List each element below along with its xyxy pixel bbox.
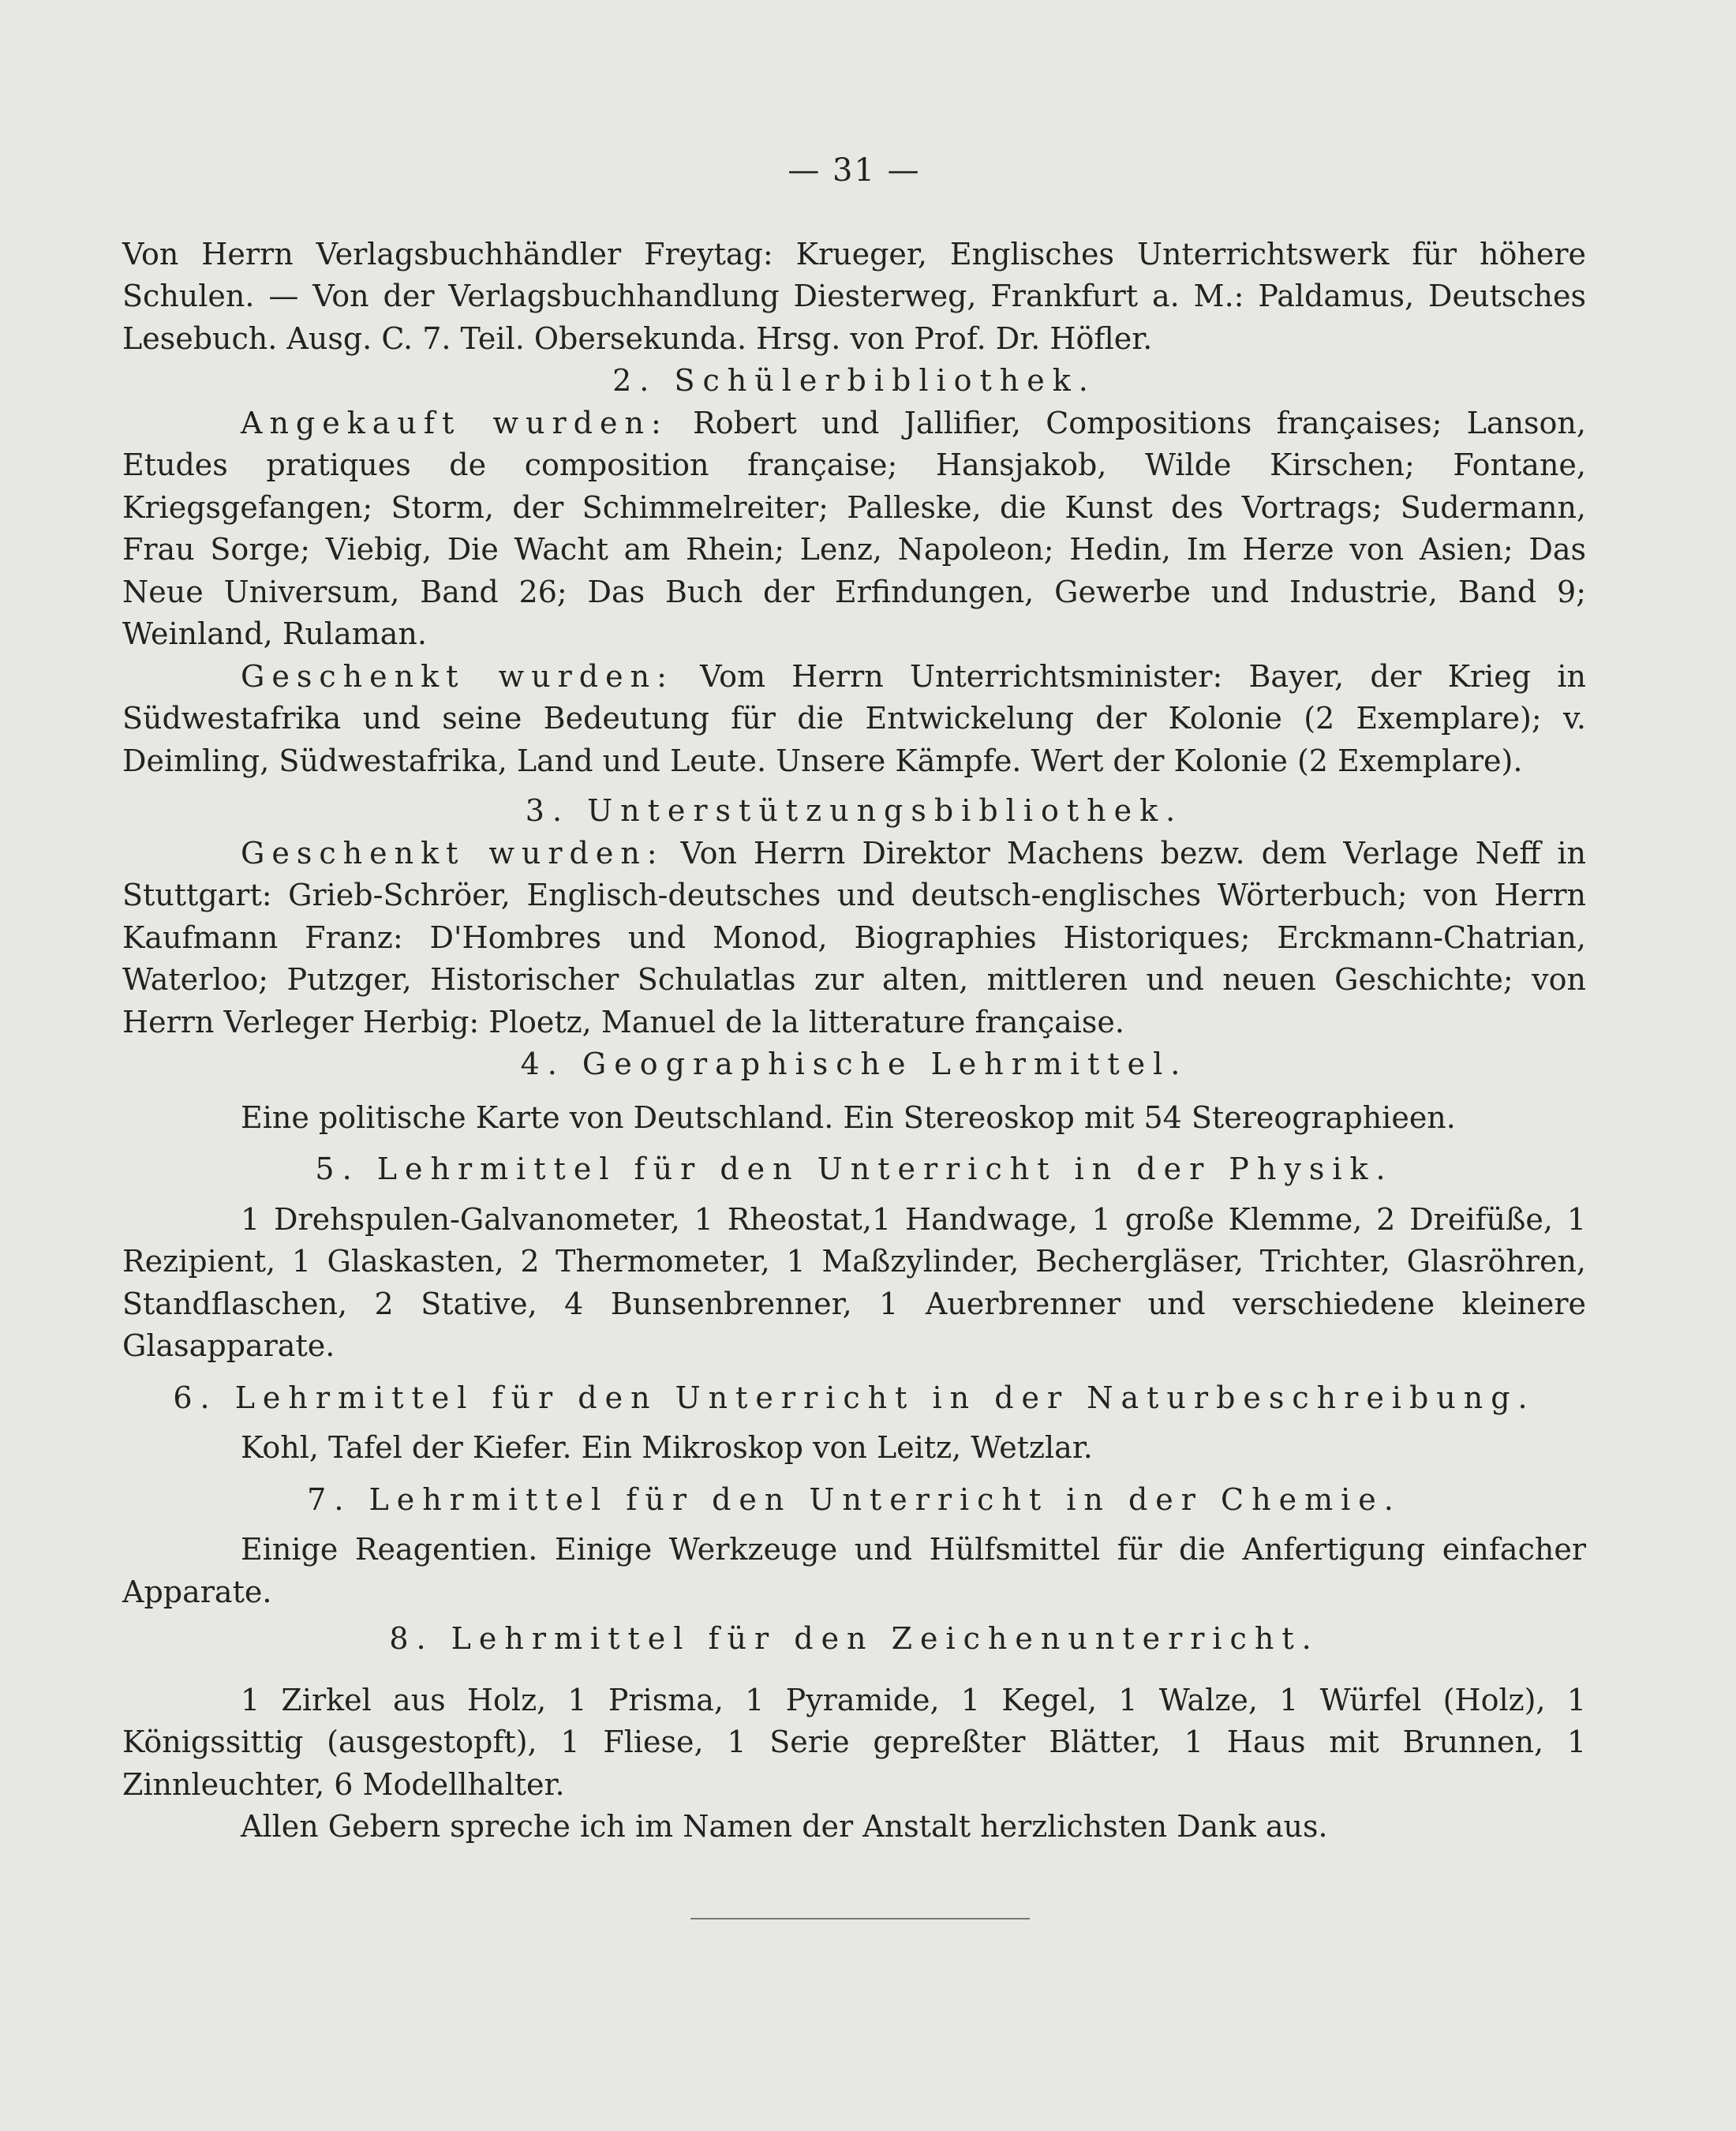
section-8-paragraph: 1 Zirkel aus Holz, 1 Prisma, 1 Pyramide, 1 Kegel, 1 Walze, 1 Würfel (Holz), 1 Königssittig (ausgestopft), 1 Fliese, 1 Serie gepreßter Blätter, 1 Haus mit Brunnen, 1 Zinnleuchter, 6 Modellhalter. xyxy=(122,1682,1586,1802)
section-2-lead-1: Angekauft wurden: xyxy=(241,405,668,440)
section-4-paragraph: Eine politische Karte von Deutschland. Ein Stereoskop mit 54 Stereographieen. xyxy=(241,1099,1456,1135)
section-2-paragraph-2 xyxy=(122,656,1586,783)
section-title-2: 2. Schülerbibliothek. xyxy=(612,363,1096,398)
section-6-paragraph: Kohl, Tafel der Kiefer. Ein Mikroskop von Leitz, Wetzlar. xyxy=(241,1430,1093,1465)
document-page xyxy=(122,150,1586,1848)
section-3-lead: Geschenkt wurden: xyxy=(241,835,664,871)
closing-paragraph: Allen Gebern spreche ich im Namen der Anstalt herzlichsten Dank aus. xyxy=(241,1809,1328,1844)
section-title-7: 7. Lehrmittel für den Unterricht in der Chemie. xyxy=(307,1481,1401,1517)
section-2-text-1: Robert und Jallifier, Compositions françaises; Lanson, Etudes pratiques de composition française; Hansjakob, Wilde Kirschen; Fontane, Kriegsgefangen; Storm, der Schimmelreiter; Palleske, die Kunst des Vortrags; Sudermann, Frau Sorge; Viebig, Die Wacht am Rhein; Lenz, Napoleon; Hedin, Im Herze von Asien; Das Neue Universum, Band 26; Das Buch der Erfindungen, Gewerbe und Industrie, Band 9; Weinland, Rulaman. xyxy=(122,405,1586,651)
section-2-text-2: Vom Herrn Unterrichtsminister: Bayer, der Krieg in Südwestafrika und seine Bedeutung für die Entwickelung der Kolonie (2 Exemplare); v. Deimling, Südwestafrika, Land und Leute. Unsere Kämpfe. Wert der Kolonie (2 Exemplare). xyxy=(122,658,1586,778)
section-title-8: 8. Lehrmittel für den Zeichenunterricht. xyxy=(389,1621,1319,1656)
section-title-3: 3. Unterstützungsbibliothek. xyxy=(525,793,1184,828)
page-number: — 31 — xyxy=(788,152,921,189)
section-3-text: Von Herrn Direktor Machens bezw. dem Verlage Neff in Stuttgart: Grieb-Schröer, Englisch-deutsches und deutsch-englisches Wörterbuch; von Herrn Kaufmann Franz: D'Hombres und Monod, Biographies Historiques; Erckmann-Chatrian, Waterloo; Putzger, Historischer Schulatlas zur alten, mittleren und neuen Geschichte; von Herrn Verleger Herbig: Ploetz, Manuel de la litterature française. xyxy=(122,835,1586,1039)
section-3-paragraph xyxy=(122,833,1586,1044)
section-title-5: 5. Lehrmittel für den Unterricht in der Physik. xyxy=(315,1152,1394,1186)
section-title-6: 6. Lehrmittel für den Unterricht in der Naturbeschreibung. xyxy=(173,1380,1536,1415)
section-2-paragraph-1 xyxy=(122,403,1586,656)
footer-rule xyxy=(690,1918,1030,1919)
section-7-paragraph: Einige Reagentien. Einige Werkzeuge und Hülfsmittel für die Anfertigung einfacher Apparate. xyxy=(122,1532,1586,1609)
section-title-4: 4. Geographische Lehrmittel. xyxy=(520,1047,1188,1081)
intro-paragraph: Von Herrn Verlagsbuchhändler Freytag: Krueger, Englisches Unterrichtswerk für höhere Schulen. — Von der Verlagsbuchhandlung Diesterweg, Frankfurt a. M.: Paldamus, Deutsches Lesebuch. Ausg. C. 7. Teil. Obersekunda. Hrsg. von Prof. Dr. Höfler. xyxy=(122,236,1586,356)
section-2-lead-2: Geschenkt wurden: xyxy=(241,658,674,694)
section-5-paragraph: 1 Drehspulen-Galvanometer, 1 Rheostat,1 Handwage, 1 große Klemme, 2 Dreifüße, 1 Rezipient, 1 Glaskasten, 2 Thermometer, 1 Maßzylinder, Bechergläser, Trichter, Glasröhren, Standflaschen, 2 Stative, 4 Bunsenbrenner, 1 Auerbrenner und verschiedene kleinere Glasapparate. xyxy=(122,1201,1586,1363)
